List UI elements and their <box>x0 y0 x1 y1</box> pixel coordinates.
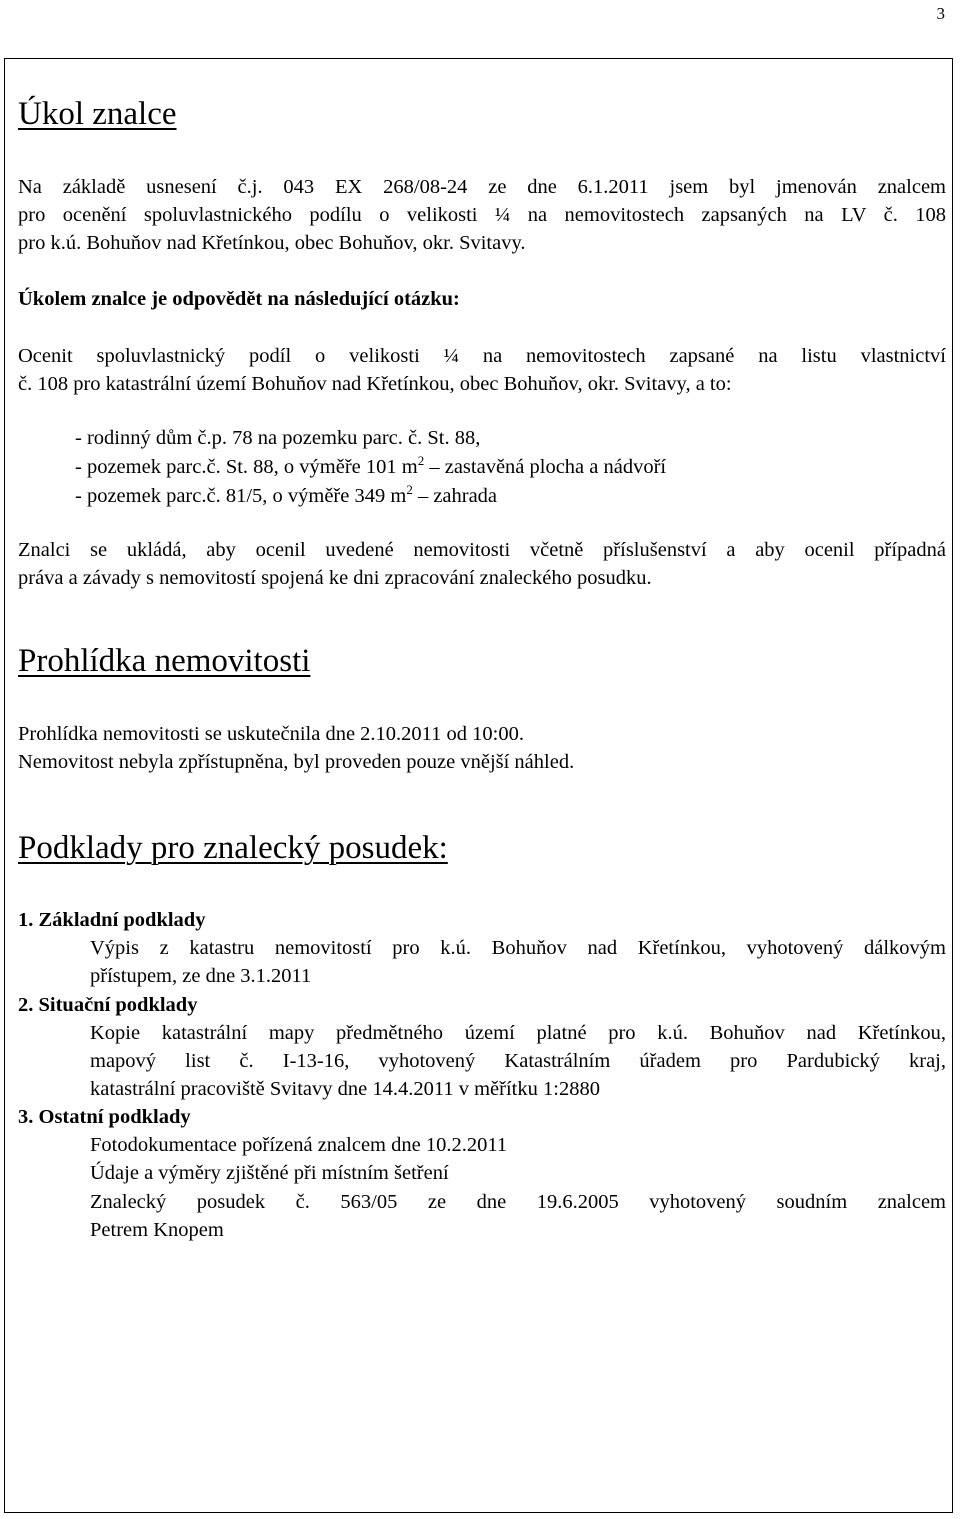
inspection-line-2: Nemovitost nebyla zpřístupněna, byl proveden pouze vnější náhled. <box>18 751 575 773</box>
list-item-house: - rodinný dům č.p. 78 na pozemku parc. č. St. 88, <box>75 427 481 449</box>
situational-source-line-1: Kopie katastrální mapy předmětného území platné pro k.ú. Bohuňov nad Křetínkou, <box>90 1022 946 1044</box>
question-heading: Úkolem znalce je odpovědět na následující otázku: <box>18 288 460 310</box>
inspection-line-1: Prohlídka nemovitosti se uskutečnila dne 2.10.2011 od 10:00. <box>18 723 524 745</box>
other-source-line-1: Fotodokumentace pořízená znalcem dne 10.2.2011 <box>90 1134 508 1156</box>
closing-line-1: Znalci se ukládá, aby ocenil uvedené nemovitosti včetně příslušenství a aby ocenil případná <box>18 539 946 561</box>
intro-line-1: Na základě usnesení č.j. 043 EX 268/08-24 ze dne 6.1.2011 jsem byl jmenován znalcem <box>18 176 946 198</box>
section-heading-inspection: Prohlídka nemovitosti <box>18 643 311 679</box>
task-line-2: č. 108 pro katastrální území Bohuňov nad Křetínkou, obec Bohuňov, okr. Svitavy, a to: <box>18 373 732 395</box>
closing-line-2: práva a závady s nemovitostí spojená ke dni zpracování znaleckého posudku. <box>18 567 652 589</box>
page-number: 3 <box>936 4 945 23</box>
intro-line-3: pro k.ú. Bohuňov nad Křetínkou, obec Bohuňov, okr. Svitavy. <box>18 232 526 254</box>
list-item-garden-plot: - pozemek parc.č. 81/5, o výměře 349 $m^2$ – zahrada <box>75 482 498 507</box>
basic-source-line-2: přístupem, ze dne 3.1.2011 <box>90 965 312 987</box>
section-heading-task: Úkol znalce <box>18 96 177 132</box>
intro-line-2: pro ocenění spoluvlastnického podílu o velikosti ¼ na nemovitostech zapsaných na LV č. 108 <box>18 204 946 226</box>
situational-source-line-2: mapový list č. I-13-16, vyhotovený Katastrálním úřadem pro Pardubický kraj, <box>90 1050 946 1072</box>
situational-source-line-3: katastrální pracoviště Svitavy dne 14.4.2011 v měřítku 1:2880 <box>90 1078 600 1100</box>
basic-source-line-1: Výpis z katastru nemovitostí pro k.ú. Bohuňov nad Křetínkou, vyhotovený dálkovým <box>90 937 946 959</box>
page-frame <box>4 58 953 1513</box>
other-source-line-2: Údaje a výměry zjištěné při místním šetření <box>90 1162 449 1184</box>
other-source-line-4: Petrem Knopem <box>90 1219 224 1241</box>
group-title-other: 3. Ostatní podklady <box>18 1106 191 1128</box>
list-item-built-plot: - pozemek parc.č. St. 88, o výměře 101 $m^2$ – zastavěná plocha a nádvoří <box>75 453 667 478</box>
other-source-line-3: Znalecký posudek č. 563/05 ze dne 19.6.2005 vyhotovený soudním znalcem <box>90 1191 946 1213</box>
section-heading-sources: Podklady pro znalecký posudek: <box>18 830 448 866</box>
group-title-basic: 1. Základní podklady <box>18 909 206 931</box>
group-title-situational: 2. Situační podklady <box>18 994 198 1016</box>
task-line-1: Ocenit spoluvlastnický podíl o velikosti ¼ na nemovitostech zapsané na listu vlastnictví <box>18 345 946 367</box>
